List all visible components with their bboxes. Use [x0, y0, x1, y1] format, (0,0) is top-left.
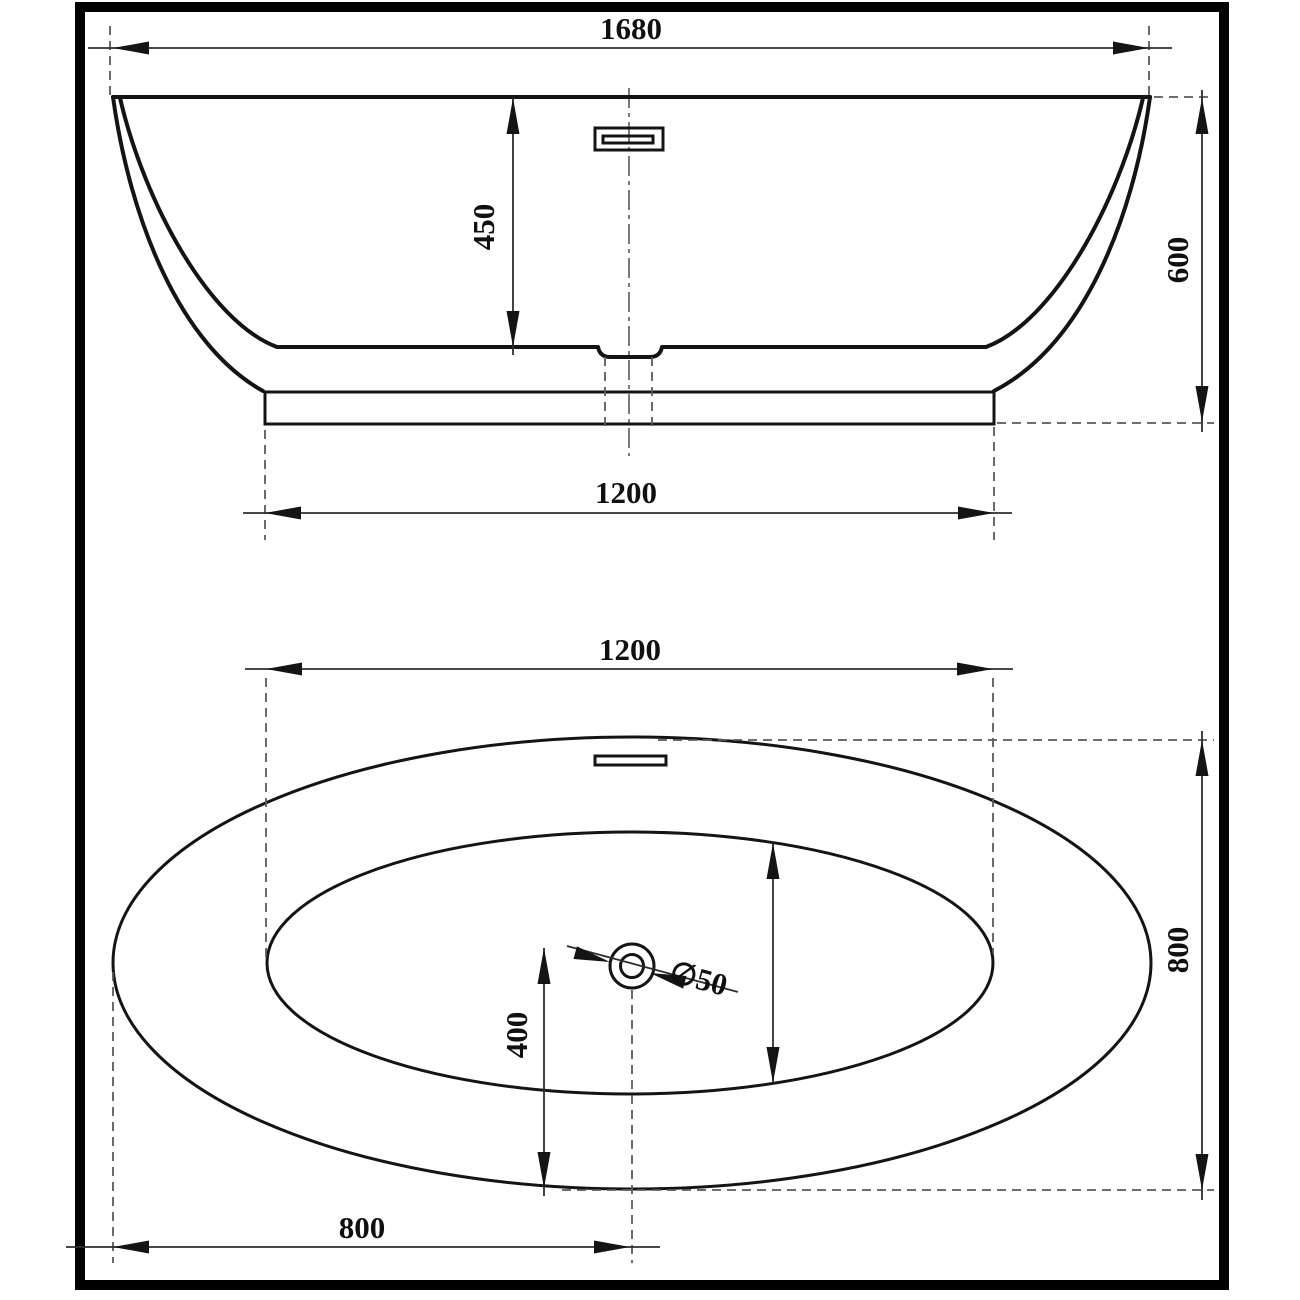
arrow-diagonal-icon [574, 946, 611, 962]
dim-label-drain-from-end: 800 [338, 1210, 386, 1245]
arrow-left-icon [265, 507, 301, 520]
arrow-left-icon [113, 42, 149, 55]
outer-wall-right [994, 97, 1150, 391]
front-view [88, 11, 1214, 540]
arrow-left-icon [113, 1241, 149, 1254]
dim-label-inner-length: 1200 [599, 632, 661, 667]
arrow-left-icon [266, 663, 302, 676]
arrow-right-icon [1113, 42, 1149, 55]
dim-label-base-length: 1200 [595, 475, 657, 510]
arrow-up-icon [507, 98, 520, 134]
plan-view [66, 632, 1214, 1263]
overflow-front-inner [603, 136, 653, 143]
dim-label-drain-offset: 400 [499, 1011, 534, 1059]
arrow-up-icon [538, 948, 551, 984]
overflow-plan [595, 756, 666, 765]
arrow-up-icon [767, 843, 780, 879]
arrow-down-icon [538, 1152, 551, 1188]
basin-floor-line [277, 347, 986, 357]
dim-label-width: 800 [1160, 926, 1195, 974]
arrow-up-icon [1196, 740, 1209, 776]
drain-outer-circle [610, 944, 654, 988]
dim-label-overall-length: 1680 [600, 11, 662, 46]
arrow-down-icon [1196, 1154, 1209, 1190]
dim-label-drain-diameter: ∅50 [666, 953, 732, 1003]
arrow-right-icon [957, 663, 993, 676]
arrow-right-icon [594, 1241, 630, 1254]
arrow-down-icon [767, 1047, 780, 1083]
arrow-right-icon [958, 507, 994, 520]
arrow-down-icon [1196, 386, 1209, 422]
dim-label-height: 600 [1160, 236, 1195, 284]
arrow-down-icon [507, 311, 520, 347]
dim-label-depth: 450 [466, 203, 501, 251]
outer-wall-left [113, 97, 263, 391]
arrow-up-icon [1196, 98, 1209, 134]
